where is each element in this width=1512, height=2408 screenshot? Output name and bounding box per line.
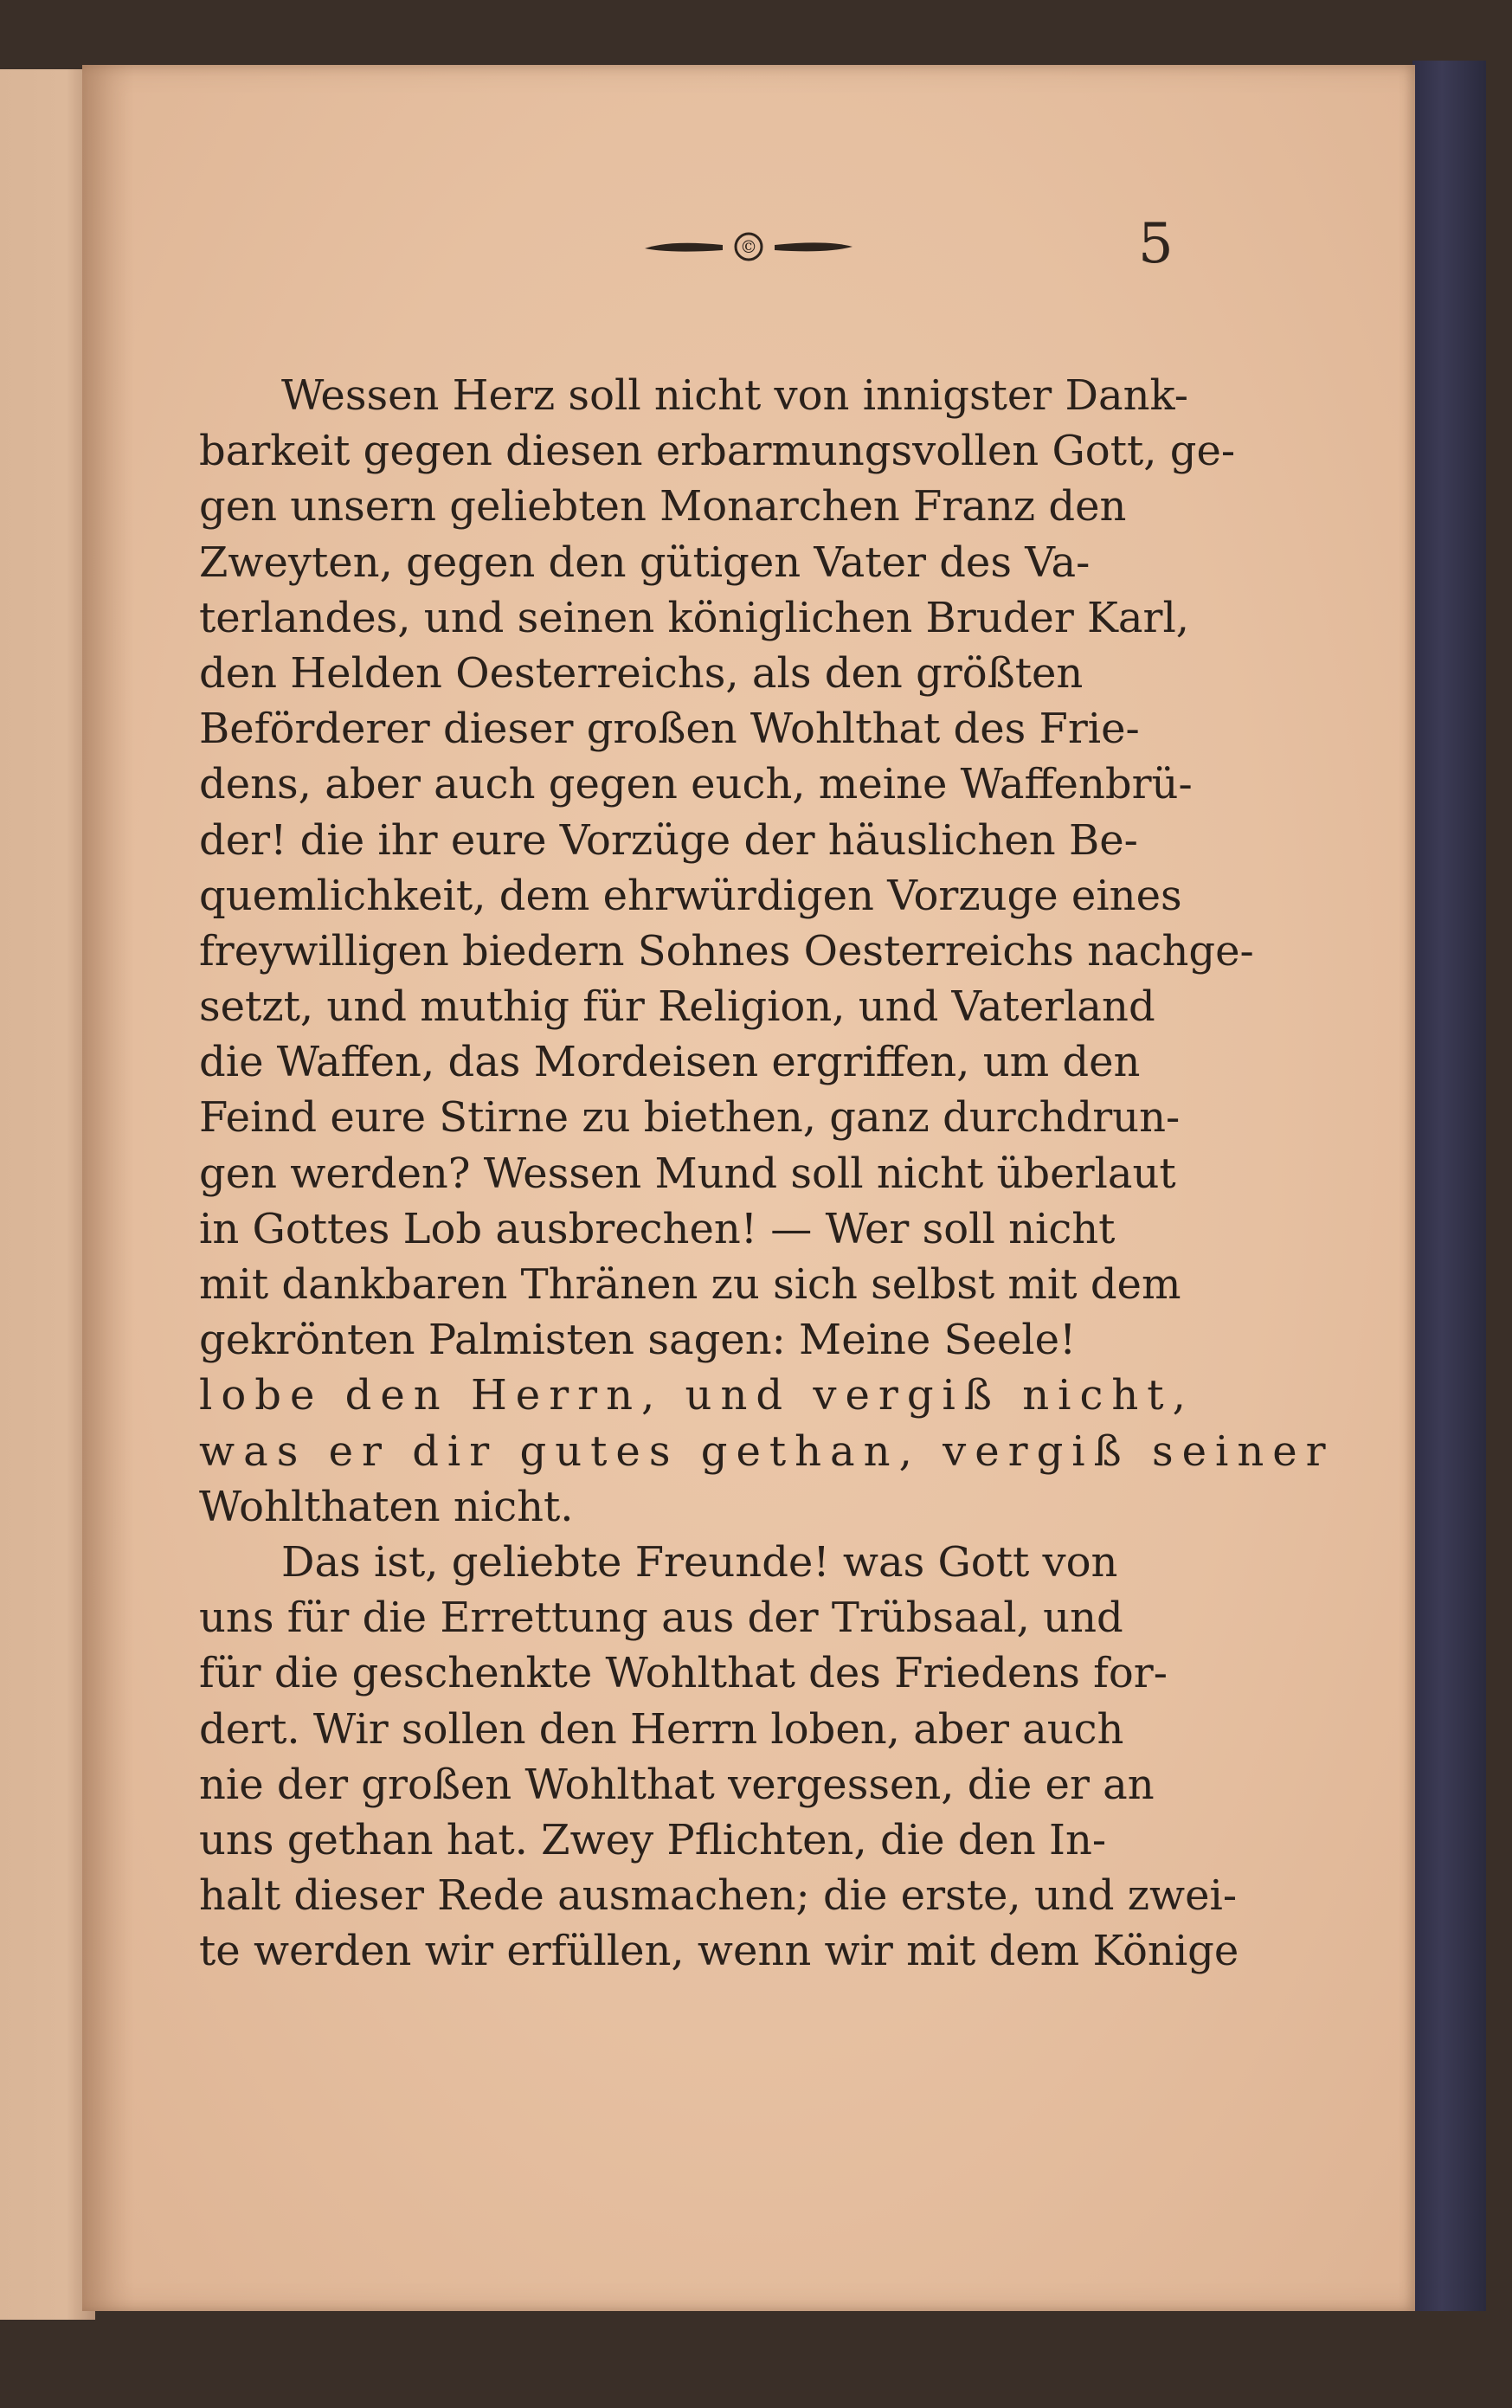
text-line: te werden wir erfüllen, wenn wir mit dem Könige (199, 1927, 1239, 1976)
text-line: mit dankbaren Thränen zu sich selbst mit dem (199, 1260, 1181, 1309)
page-body-text (199, 368, 1335, 1979)
book-page (82, 65, 1415, 2311)
page-header (636, 212, 861, 281)
text-line: terlandes, und seinen königlichen Bruder Karl, (199, 593, 1190, 642)
text-line: gen werden? Wessen Mund soll nicht überlaut (199, 1149, 1176, 1198)
text-line: Zweyten, gegen den gütigen Vater des Va- (199, 538, 1091, 587)
text-line: Das ist, geliebte Freunde! was Gott von (281, 1537, 1118, 1587)
text-line: die Waffen, das Mordeisen ergriffen, um den (199, 1038, 1141, 1087)
text-line: uns für die Errettung aus der Trübsaal, und (199, 1594, 1123, 1643)
text-line: freywilligen biedern Sohnes Oesterreichs nachge- (199, 926, 1254, 975)
text-line: nie der großen Wohlthat vergessen, die er an (199, 1760, 1155, 1809)
text-line: was er dir gutes gethan, vergiß seiner (199, 1426, 1335, 1476)
text-line: Wohlthaten nicht. (199, 1482, 574, 1531)
text-line: halt dieser Rede ausmachen; die erste, und zwei- (199, 1871, 1238, 1921)
text-line: quemlichkeit, dem ehrwürdigen Vorzuge eines (199, 871, 1182, 920)
text-line: für die geschenkte Wohlthat des Friedens for- (199, 1649, 1168, 1698)
text-line: in Gottes Lob ausbrechen! — Wer soll nicht (199, 1204, 1116, 1253)
text-line: gen unsern geliebten Monarchen Franz den (199, 482, 1127, 531)
text-line: Feind eure Stirne zu biethen, ganz durchdrun- (199, 1093, 1181, 1143)
text-line: barkeit gegen diesen erbarmungsvollen Gott, ge- (199, 427, 1236, 476)
text-line: Beförderer dieser großen Wohlthat des Frie- (199, 705, 1140, 754)
facing-page-edge (0, 69, 95, 2320)
text-line: lobe den Herrn, und vergiß nicht, (199, 1371, 1194, 1420)
page-gutter-shadow (82, 65, 134, 2311)
text-line: gekrönten Palmisten sagen: Meine Seele! (199, 1316, 1077, 1365)
text-line: setzt, und muthig für Religion, und Vaterland (199, 982, 1155, 1032)
text-line: dert. Wir sollen den Herrn loben, aber auch (199, 1704, 1124, 1754)
book-cover-edge (1412, 61, 1486, 2311)
text-line: uns gethan hat. Zwey Pflichten, die den In- (199, 1815, 1107, 1864)
header-ornament-icon (636, 228, 861, 266)
text-line: dens, aber auch gegen euch, meine Waffenbrü- (199, 760, 1193, 809)
text-line: Wessen Herz soll nicht von innigster Dank- (281, 371, 1188, 420)
page-number: 5 (1138, 212, 1174, 276)
text-line: der! die ihr eure Vorzüge der häuslichen Be- (199, 815, 1138, 865)
header-ornament-glyph: © (740, 236, 757, 257)
text-line: den Helden Oesterreichs, als den größten (199, 648, 1084, 698)
